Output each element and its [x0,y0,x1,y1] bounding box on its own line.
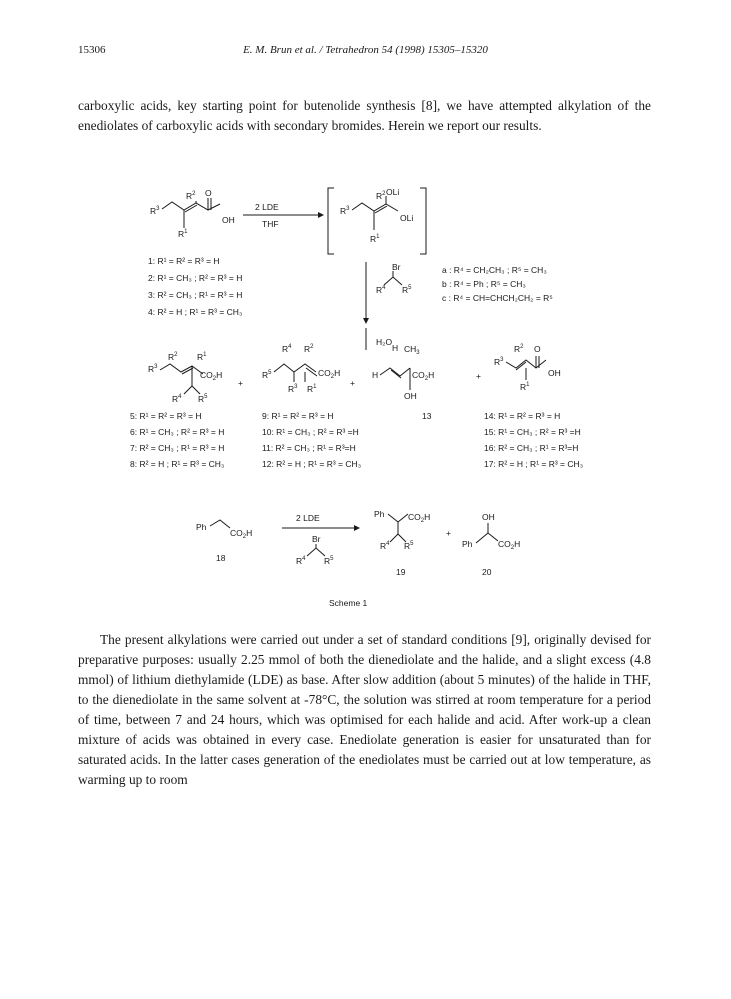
svg-text:Ph: Ph [196,522,207,532]
svg-text:10: R¹ = CH₃ ; R² = R³ =H: 10: R¹ = CH₃ ; R² = R³ =H [262,427,359,437]
svg-text:R3: $R^3$ [150,206,160,216]
reagent-top: 2 LDE [255,202,279,212]
svg-text:7: R² = CH₃ ; R¹ = R³ = H: 7: R² = CH₃ ; R¹ = R³ = H [130,443,225,453]
svg-text:CO2H: $CO_2H$ [200,370,223,382]
svg-text:6: R¹ = CH₃ ; R² = R³ = H: 6: R¹ = CH₃ ; R² = R³ = H [130,427,225,437]
svg-text:R5: $R^5$ [262,370,272,380]
starting-acid-structure [150,188,235,239]
svg-text:+: + [350,378,355,388]
svg-text:CO2H: $CO_2H$ [408,512,431,524]
svg-text:CO2H: $CO_2H$ [412,370,435,382]
products-list-1 [130,411,224,469]
svg-text:1: R¹ = R² = R³ = H: 1: R¹ = R² = R³ = H [148,256,220,266]
svg-text:16: R² = CH₃ ; R¹ = R³=H: 16: R² = CH₃ ; R¹ = R³=H [484,443,579,453]
product-13-structure [372,343,481,401]
svg-text:CO2H: $CO_2H$ [498,539,521,551]
svg-text:b : R⁴ = Ph ; R⁵ = CH₃: b : R⁴ = Ph ; R⁵ = CH₃ [442,279,526,289]
svg-text:R1: $R^1$ [307,384,317,394]
svg-text:5: R¹ = R² = R³ = H: 5: R¹ = R² = R³ = H [130,411,202,421]
svg-text:R3: $R^3$ [288,384,298,394]
product-14-17-structure [494,344,561,392]
svg-text:11: R² = CH₃ ; R¹ = R³=H: 11: R² = CH₃ ; R¹ = R³=H [262,443,356,453]
svg-text:R1: $R^1$ [520,382,530,392]
svg-text:2: R¹ = CH₃ ; R² = R³ = H: 2: R¹ = CH₃ ; R² = R³ = H [148,273,243,283]
svg-text:OH: OH [222,215,235,225]
svg-text:17: R² = H ; R¹ = R³ = CH₃: 17: R² = H ; R¹ = R³ = CH₃ [484,459,584,469]
svg-text:R4: $R^4$ [296,556,306,566]
svg-text:R5: $R^5$ [198,394,208,404]
product-5-8-structure [148,352,243,404]
svg-text:8: R² = H ; R¹ = R³ = CH₃: 8: R² = H ; R¹ = R³ = CH₃ [130,459,225,469]
svg-text:+: + [238,378,243,388]
svg-text:CH3: $CH_3$ [404,344,420,356]
svg-text:OLi: OLi [400,213,414,223]
svg-text:a : R⁴ = CH₂CH₃ ; R⁵ = CH₃: a : R⁴ = CH₂CH₃ ; R⁵ = CH₃ [442,265,547,275]
svg-text:R2: $R^2$ [376,191,386,201]
svg-text:R4: $R^4$ [172,394,182,404]
svg-text:OH: OH [548,368,561,378]
quench-water: H₂O [376,337,393,347]
svg-text:R5: $R^5$ [404,541,414,551]
svg-text:4: R² = H ; R¹ = R³ = CH₃: 4: R² = H ; R¹ = R³ = CH₃ [148,307,243,317]
svg-text:OH: OH [482,512,495,522]
bromide-br-bottom: Br [312,534,321,544]
svg-text:O: O [534,344,541,354]
svg-text:O: O [205,188,212,198]
product-13-label: 13 [422,411,432,421]
svg-text:R3: $R^3$ [494,357,504,367]
compound-19-label: 19 [396,567,406,577]
svg-text:+: + [476,371,481,381]
reagent-bottom: 2 LDE [296,513,320,523]
svg-text:R2: $R^2$ [186,191,196,201]
svg-text:R3: $R^3$ [148,364,158,374]
svg-text:Ph: Ph [374,509,385,519]
compound-19-structure [374,509,451,551]
solvent-top: THF [262,219,279,229]
product-9-12-structure [262,344,355,394]
svg-text:c : R⁴ = CH=CHCH₂CH₂ = R⁵: c : R⁴ = CH=CHCH₂CH₂ = R⁵ [442,293,553,303]
halide-list [442,265,553,303]
body-paragraph: The present alkylations were carried out under a set of standard conditions [9], originally devised for preparative purposes: usually 2.25 mmol of both the dienediolate and the halide, and a slight excess (4.8 mmol) of lithium diethylamide (LDE) as base. After slow addition (about 5 minutes) of the halide in THF, to the dienediolate in the same solvent at -78°C, the solution was stirred at room temperature for a period of time, between 7 and 24 hours, which was optimised for each halide and acid. After work-up a clean mixture of acids was obtained in every case. Enediolate generation is easier for unsaturated than for saturated acids. In the latter cases generation of the enediolates must be carried out at low temperature, as warming up to room [78,632,651,787]
compound-20-label: 20 [482,567,492,577]
page-number: 15306 [78,44,106,56]
svg-text:14: R¹ = R² = R³ = H: 14: R¹ = R² = R³ = H [484,411,561,421]
svg-text:OH: OH [404,391,417,401]
compound-18-label: 18 [216,553,226,563]
products-list-2 [262,411,361,469]
svg-text:R5: $R^5$ [324,556,334,566]
svg-text:R3: $R^3$ [340,206,350,216]
running-head: E. M. Brun et al. / Tetrahedron 54 (1998) 15305–15320 [243,44,488,56]
dienediolate-structure [340,187,413,244]
compound-20-structure [462,512,520,551]
intro-paragraph: carboxylic acids, key starting point for butenolide synthesis [8], we have attempted alkylation of the enediolates of carboxylic acids with secondary bromides. Herein we report our results. [78,98,651,133]
bromide-br: Br [392,262,401,272]
compound-18-structure [196,520,252,540]
svg-text:R1: $R^1$ [197,352,207,362]
svg-text:15: R¹ = CH₃ ; R² = R³ =H: 15: R¹ = CH₃ ; R² = R³ =H [484,427,581,437]
svg-text:9: R¹ = R² = R³ = H: 9: R¹ = R² = R³ = H [262,411,334,421]
svg-text:R2: $R^2$ [168,352,178,362]
svg-text:CO2H: $CO_2H$ [230,528,253,540]
svg-text:OLi: OLi [386,187,400,197]
svg-text:R4: $R^4$ [380,541,390,551]
svg-text:R2: $R^2$ [514,344,524,354]
svg-text:H: H [392,343,399,353]
svg-text:R4: $R^4$ [376,285,386,295]
svg-text:3: R² = CH₃ ; R¹ = R³ = H: 3: R² = CH₃ ; R¹ = R³ = H [148,290,243,300]
starting-acid-list [148,256,242,317]
svg-text:+: + [446,528,451,538]
svg-text:H: H [372,370,379,380]
svg-text:R1: $R^1$ [370,234,380,244]
svg-text:Ph: Ph [462,539,473,549]
svg-text:12: R² = H ; R¹ = R³ = CH₃: 12: R² = H ; R¹ = R³ = CH₃ [262,459,362,469]
products-list-4 [484,411,583,469]
svg-text:R1: $R^1$ [178,229,188,239]
svg-text:R2: $R^2$ [304,344,314,354]
svg-text:R5: $R^5$ [402,285,412,295]
scheme-caption: Scheme 1 [329,598,368,608]
svg-text:CO2H: $CO_2H$ [318,368,341,380]
svg-text:R4: $R^4$ [282,344,292,354]
